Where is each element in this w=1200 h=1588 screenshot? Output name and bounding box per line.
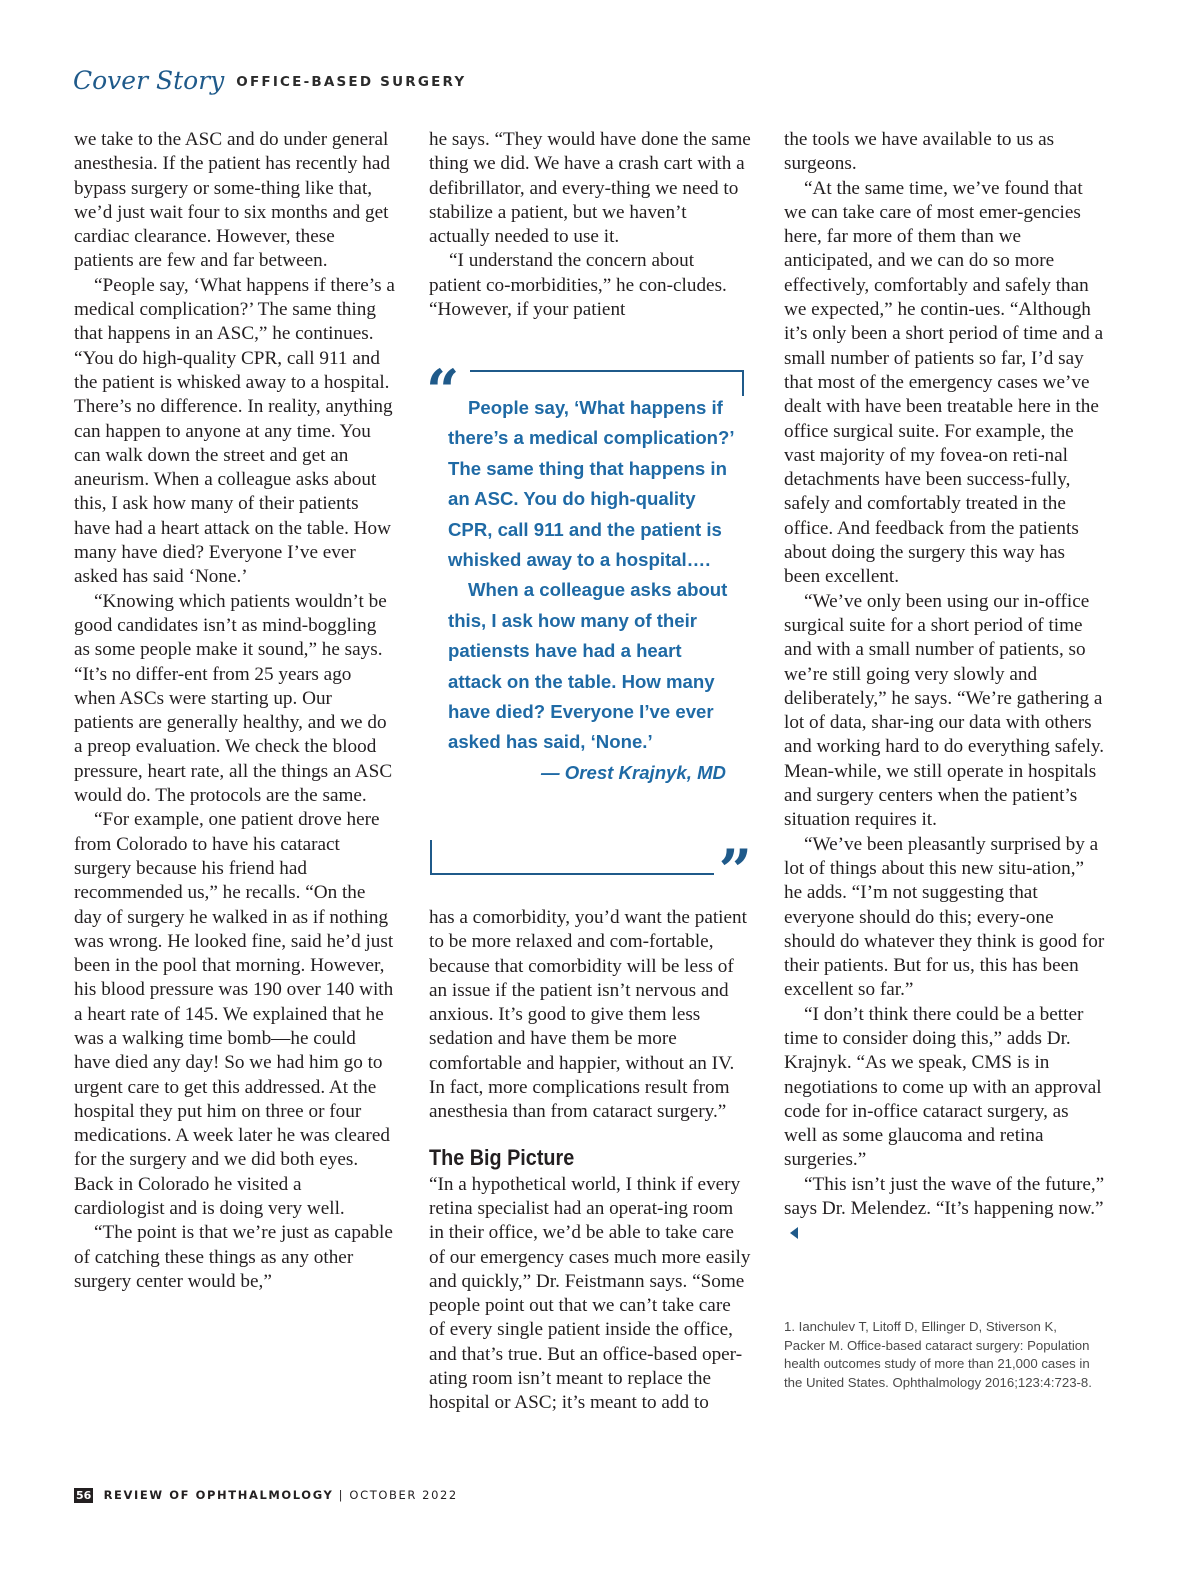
close-quote-icon: ” — [718, 837, 752, 905]
column-2 — [429, 128, 751, 322]
paragraph: “I understand the concern about patient co-morbidities,” he con-cludes. “However, if your patient — [429, 250, 727, 321]
issue-date: OCTOBER 2022 — [349, 1488, 458, 1502]
paragraph: “I don’t think there could be a better time to consider doing this,” adds Dr. Krajnyk. “As we speak, CMS is in negotiations to come up with an approval code for in-office cataract surgery, as well as some glaucoma and retina surgeries.” — [784, 1003, 1102, 1171]
pull-quote-top-tick — [742, 370, 744, 396]
page-footer — [74, 1488, 458, 1506]
paragraph: the tools we have available to us as surgeons. — [784, 129, 1055, 175]
column-1 — [74, 128, 396, 1294]
pull-quote-bottom-tick — [430, 840, 432, 875]
pull-quote-body — [448, 393, 738, 788]
paragraph: “Knowing which patients wouldn’t be good candidates isn’t as mind-boggling as some people make it sound,” he says. “It’s no differ-ent from 25 years ago when ASCs were starting up. Our patients are generally healthy, and we do a preop evaluation. We check the blood pressure, heart rate, all the things an ASC would do. The protocols are the same. — [74, 590, 393, 807]
subheading: The Big Picture — [429, 1144, 575, 1170]
paragraph: “People say, ‘What happens if there’s a medical complication?’ The same thing that happens in an ASC,” he continues. “You do high-quality CPR, call 911 and the patient is whisked away to a hospital. There’s no difference. In reality, anything can happen to anyone at any time. You can walk down the street and get an aneurism. When a colleague asks about this, I ask how many of their patients have had a heart attack on the table. How many have died? Everyone I’ve ever asked has said ‘None.’ — [74, 274, 395, 588]
paragraph: “The point is that we’re just as capable of catching these things as any other surgery center would be,” — [74, 1222, 393, 1292]
pull-quote-bottom-rule — [430, 873, 714, 875]
pull-quote — [426, 357, 752, 905]
section-title: OFFICE-BASED SURGERY — [236, 74, 467, 90]
pull-quote-text: When a colleague asks about this, I ask how many of their patiensts have had a heart attack on the table. How many have died? Everyone I’ve ever asked has said, ‘None.’ — [448, 579, 728, 753]
paragraph: “In a hypothetical world, I think if every retina specialist had an operat-ing room in their office, we’d be able to take care of our emergency cases much more easily and quickly,” Dr. Feistmann says. “Some people point out that we can’t take care of every single patient inside the office, and that’s true. But an office-based oper-ating room isn’t meant to replace the hospital or ASC; it’s meant to add to — [429, 1173, 751, 1414]
paragraph: has a comorbidity, you’d want the patient to be more relaxed and com-fortable, because that comorbidity will be less of an issue if the patient isn’t nervous and anxious. It’s good to give them less sedation and have them be more comfortable and happier, without an IV. In fact, more complications result from anesthesia than from cataract surgery.” — [429, 907, 747, 1123]
pull-quote-attribution: — Orest Krajnyk, MD — [541, 761, 726, 783]
open-quote-icon: “ — [426, 357, 460, 425]
paragraph-text: “This isn’t just the wave of the future,” says Dr. Melendez. “It’s happening now.” — [784, 1173, 1105, 1220]
running-header — [73, 66, 466, 102]
end-mark-icon — [790, 1227, 798, 1239]
footer-separator: | — [338, 1488, 345, 1502]
column-3 — [784, 128, 1106, 1246]
paragraph: “For example, one patient drove here from Colorado to have his cataract surgery because his friend had recommended us,” he recalls. “On the day of surgery he walked in as if nothing was wrong. He looked fine, said he’d just been in the pool that morning. However, his blood pressure was 190 over 140 with a heart rate of 145. We explained that he was a walking time bomb—he could have died any day! So we had him go to urgent care to get this addressed. At the hospital they put him on three or four medications. A week later he was cleared for the surgery and we did both eyes. Back in Colorado he visited a cardiologist and is doing very well. — [74, 809, 394, 1220]
paragraph: “At the same time, we’ve found that we can take care of most emer-gencies here, far more of them than we anticipated, and we can do so more effectively, comfortably and safely than we expected,” he contin-ues. “Although it’s only been a short period of time and a small number of patients so far, I’d say that most of the emergency cases we’ve dealt with have been treatable here in the office surgical suite. For example, the vast majority of my fovea-on reti-nal detachments have been success-fully, safely and comfortably treated in the office. And feedback from the patients about doing the surgery this way has been excellent. — [784, 177, 1104, 588]
column-2-continued — [429, 906, 751, 1416]
page-number: 56 — [76, 1489, 92, 1502]
last-paragraph — [784, 1173, 1106, 1246]
magazine-name: REVIEW OF OPHTHALMOLOGY — [103, 1488, 334, 1502]
paragraph: he says. “They would have done the same thing we did. We have a crash cart with a defibrillator, and every-thing we need to stabilize a patient, but we haven’t actually needed to use it. — [429, 129, 751, 248]
cover-story-label: Cover Story — [73, 66, 225, 95]
paragraph: “We’ve been pleasantly surprised by a lot of things about this new situ-ation,” he adds. “I’m not suggesting that everyone should do this; every-one should do whatever they think is good for their patients. But for us, this has been excellent so far.” — [784, 833, 1105, 1001]
pull-quote-text: People say, ‘What happens if there’s a medical complication?’ The same thing that happens in an ASC. You do high-quality CPR, call 911 and the patient is whisked away to a hospital…. — [448, 397, 734, 571]
pull-quote-top-rule — [470, 370, 744, 372]
paragraph: “We’ve only been using our in-office surgical suite for a short period of time and with a small number of patients, so we’re still going very slowly and deliberately,” he says. “We’re gathering a lot of data, shar-ing our data with others and working hard to do everything safely. Mean-while, we still operate in hospitals and surgery centers when the patient’s situation requires it. — [784, 590, 1105, 831]
reference-footnote: 1. Ianchulev T, Litoff D, Ellinger D, Stiverson K, Packer M. Office-based cataract surgery: Population health outcomes study of more than 21,000 cases in the United States. Ophthalmology 2016;123:4:723-8. — [784, 1319, 1092, 1390]
paragraph: we take to the ASC and do under general anesthesia. If the patient has recently had bypass surgery or some-thing like that, we’d just wait four to six months and get cardiac clearance. However, these patients are few and far between. — [74, 129, 390, 272]
